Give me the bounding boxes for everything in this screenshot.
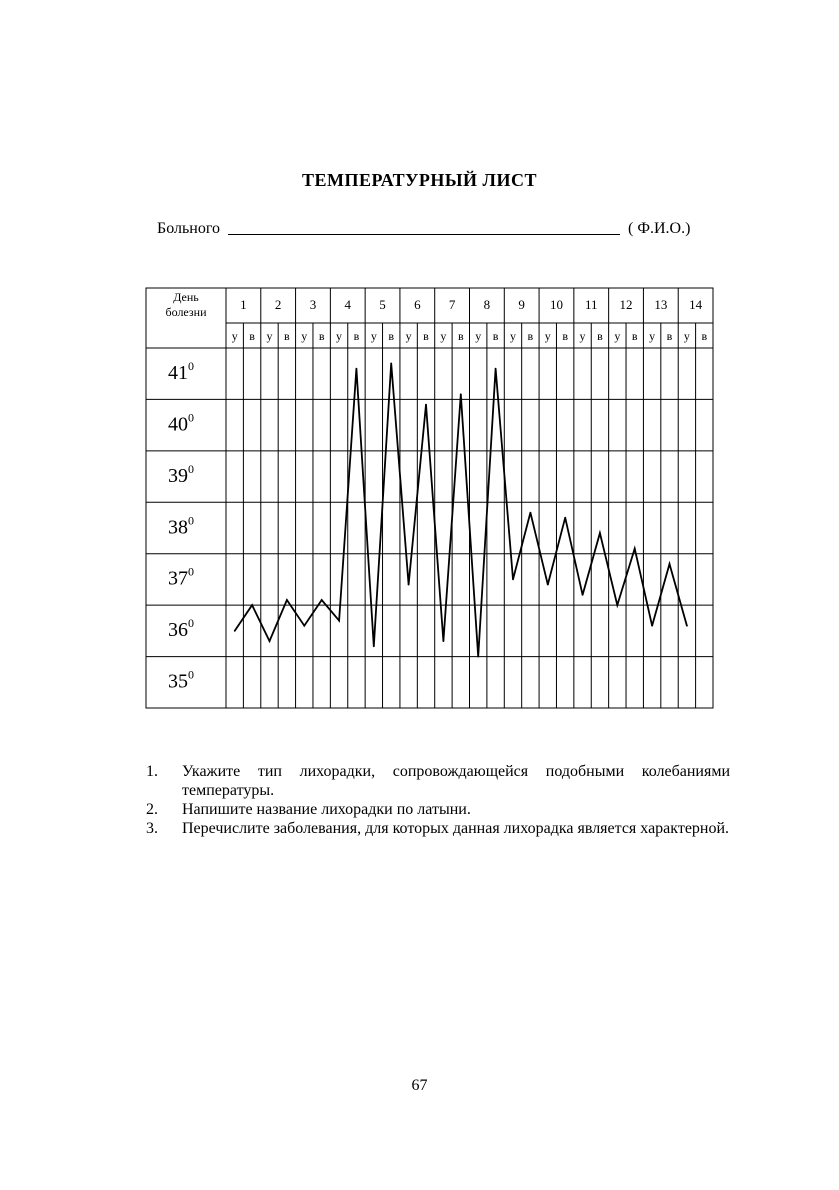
period-label-morning: у [231,329,238,343]
day-number: 13 [654,297,668,312]
temperature-point [477,656,479,658]
temperature-point [373,645,375,647]
period-label-morning: у [301,329,308,343]
temperature-point [616,604,618,606]
temperature-point [286,599,288,601]
day-number: 3 [309,297,317,312]
patient-label: Больного [157,220,220,237]
period-label-evening: в [666,329,673,343]
temperature-point [321,599,323,601]
degree-sup: 0 [188,359,194,373]
period-label-morning: у [509,329,516,343]
question-item [146,819,730,838]
temperature-value: 38 [168,516,188,539]
period-label-morning: у [266,329,273,343]
period-label-evening: в [388,329,395,343]
period-label-morning: у [440,329,447,343]
questions-list [146,762,730,838]
page-number: 67 [411,1077,428,1094]
period-label-evening: в [318,329,325,343]
corner-label: болезни [165,305,207,319]
period-label-morning: у [683,329,690,343]
question-number: 3. [146,820,158,837]
temperature-label [168,565,194,590]
temperature-point [234,630,236,632]
day-number: 1 [240,297,247,312]
degree-sup: 0 [188,616,194,631]
day-number: 11 [584,297,598,312]
temperature-value: 36 [168,619,188,642]
corner-label: День [173,290,199,304]
question-text: Перечислите заболевания, для которых данная лихорадка является характерной. [182,820,730,837]
day-number: 8 [483,297,491,312]
temperature-value: 35 [168,670,188,693]
sheet-frame [146,288,713,708]
temperature-point [512,579,514,581]
temperature-point [686,625,688,627]
day-number: 10 [549,297,563,312]
day-number: 12 [619,297,633,312]
period-label-morning: у [475,329,482,343]
question-number: 2. [146,801,158,818]
period-label-morning: у [405,329,412,343]
period-label-morning: у [649,329,656,343]
temperature-value: 41 [168,362,188,384]
temperature-label [168,616,194,641]
period-label-morning: у [336,329,343,343]
day-number: 5 [379,297,386,312]
day-number: 7 [448,297,456,312]
temperature-point [651,625,653,627]
period-label-evening: в [701,329,708,343]
period-label-evening: в [527,329,534,343]
period-label-morning: у [370,329,377,343]
temperature-label [168,668,194,693]
period-label-evening: в [631,329,638,343]
temperature-point [495,368,497,370]
temperature-label [168,513,194,538]
temperature-value: 39 [168,464,188,487]
period-label-evening: в [284,329,290,343]
period-label-morning: у [544,329,551,343]
period-label-evening: в [249,329,255,343]
temperature-point [564,517,566,519]
patient-suffix: ( Ф.И.О.) [627,220,691,237]
question-number: 1. [146,763,158,780]
day-number: 2 [274,297,282,312]
temperature-point [303,625,305,627]
temperature-label [168,359,194,384]
page-title: ТЕМПЕРАТУРНЫЙ ЛИСТ [302,170,537,190]
temperature-point [634,548,636,550]
day-number: 14 [689,297,703,312]
temperature-point [251,604,253,606]
degree-sup: 0 [188,513,194,528]
temperature-point [669,563,671,565]
degree-sup: 0 [188,461,194,476]
question-text: Напишите название лихорадки по латыни. [182,801,471,818]
temperature-point [390,363,392,365]
degree-sup: 0 [188,410,194,425]
temperature-point [269,640,271,642]
day-number: 6 [414,297,421,312]
question-item [146,762,730,800]
period-label-morning: у [579,329,586,343]
temperature-point [547,584,549,586]
temperature-point [425,404,427,406]
temperature-value: 40 [168,413,188,436]
question-item [146,800,730,819]
temperature-point [460,393,462,395]
temperature-curve [235,363,687,656]
temperature-point [599,532,601,534]
period-label-evening: в [562,329,568,343]
temperature-point [443,640,445,642]
temperature-point [356,368,358,370]
temperature-point [408,584,410,586]
temperature-point [530,512,532,514]
period-label-evening: в [597,329,603,343]
day-number: 4 [344,297,351,312]
period-label-morning: у [614,329,621,343]
period-label-evening: в [423,329,429,343]
day-number: 9 [518,297,525,312]
period-label-evening: в [492,329,499,343]
degree-sup: 0 [188,667,194,682]
temperature-label [168,410,194,435]
temperature-value: 37 [168,567,188,590]
temperature-point [582,594,584,596]
temperature-label [168,462,194,487]
question-text: Укажите тип лихорадки, сопровождающейся подобными колебаниями температуры. [182,763,730,799]
temperature-point [338,620,340,622]
degree-sup: 0 [188,564,194,579]
period-label-evening: в [457,329,464,343]
period-label-evening: в [353,329,360,343]
